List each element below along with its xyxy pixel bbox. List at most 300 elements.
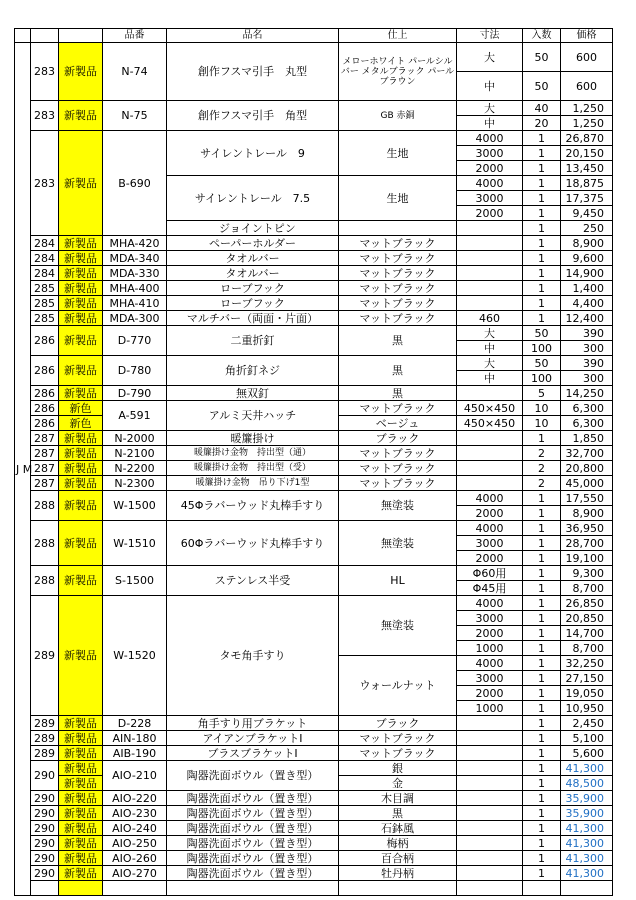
code-cell: D-228 <box>103 716 167 731</box>
price-cell: 41,300 <box>561 866 613 881</box>
dim-cell: 3000 <box>457 611 523 626</box>
tag-cell: 新製品 <box>59 476 103 491</box>
qty-cell: 1 <box>523 206 561 221</box>
tag-cell: 新製品 <box>59 521 103 566</box>
price-cell: 10,950 <box>561 701 613 716</box>
price-cell: 8,900 <box>561 236 613 251</box>
table-row <box>15 251 613 266</box>
name-cell: ステンレス半受 <box>167 566 339 596</box>
dim-cell: 中 <box>457 341 523 356</box>
qty-cell: 1 <box>523 506 561 521</box>
name-cell: 45Φラバーウッド丸棒手すり <box>167 491 339 521</box>
page-cell: 288 <box>31 491 59 521</box>
table-row <box>15 566 613 581</box>
page-cell: 286 <box>31 326 59 356</box>
price-cell: 5,600 <box>561 746 613 761</box>
finish-cell: 木目調 <box>339 791 457 806</box>
qty-cell: 1 <box>523 281 561 296</box>
tag-cell: 新製品 <box>59 311 103 326</box>
dim-cell <box>457 221 523 236</box>
code-cell: MDA-300 <box>103 311 167 326</box>
dim-cell <box>457 716 523 731</box>
price-cell: 35,900 <box>561 791 613 806</box>
page-cell: 290 <box>31 806 59 821</box>
finish-cell: 梅柄 <box>339 836 457 851</box>
qty-cell: 50 <box>523 72 561 101</box>
tag-cell: 新製品 <box>59 101 103 131</box>
dim-cell: 460 <box>457 311 523 326</box>
dim-cell: 1000 <box>457 641 523 656</box>
price-cell: 2,450 <box>561 716 613 731</box>
table-row <box>15 401 613 416</box>
price-cell: 18,875 <box>561 176 613 191</box>
code-cell: W-1500 <box>103 491 167 521</box>
finish-cell: ウォールナット <box>339 656 457 716</box>
table-row <box>15 43 613 72</box>
tag-cell: 新製品 <box>59 386 103 401</box>
price-cell: 390 <box>561 326 613 341</box>
table-row <box>15 491 613 506</box>
code-cell: MHA-400 <box>103 281 167 296</box>
table-row <box>15 311 613 326</box>
price-cell: 600 <box>561 43 613 72</box>
name-cell: 60Φラバーウッド丸棒手すり <box>167 521 339 566</box>
finish-cell: 黒 <box>339 386 457 401</box>
qty-cell: 1 <box>523 311 561 326</box>
table-row <box>15 266 613 281</box>
code-cell: S-1500 <box>103 566 167 596</box>
dim-cell <box>457 236 523 251</box>
finish-cell: マットブラック <box>339 281 457 296</box>
finish-cell: マットブラック <box>339 236 457 251</box>
finish-cell: マットブラック <box>339 311 457 326</box>
price-cell: 20,800 <box>561 461 613 476</box>
tag-cell: 新製品 <box>59 491 103 521</box>
finish-cell: 黒 <box>339 806 457 821</box>
qty-cell: 10 <box>523 401 561 416</box>
table-row <box>15 236 613 251</box>
finish-cell: マットブラック <box>339 731 457 746</box>
finish-cell: 金 <box>339 776 457 791</box>
qty-cell <box>523 881 561 896</box>
tag-cell: 新製品 <box>59 776 103 791</box>
tag-cell: 新色 <box>59 401 103 416</box>
qty-cell: 1 <box>523 761 561 776</box>
price-cell: 8,700 <box>561 641 613 656</box>
header-hinban: 品番 <box>103 29 167 43</box>
qty-cell: 1 <box>523 296 561 311</box>
finish-cell: 黒 <box>339 356 457 386</box>
tag-cell: 新製品 <box>59 251 103 266</box>
tag-cell: 新製品 <box>59 851 103 866</box>
code-cell: MHA-410 <box>103 296 167 311</box>
page-cell: 290 <box>31 866 59 881</box>
finish-cell: HL <box>339 566 457 596</box>
finish-cell: マットブラック <box>339 461 457 476</box>
tag-cell: 新製品 <box>59 761 103 776</box>
qty-cell: 10 <box>523 416 561 431</box>
dim-cell <box>457 776 523 791</box>
finish-cell: 石鉢風 <box>339 821 457 836</box>
price-cell: 300 <box>561 371 613 386</box>
page-cell: 289 <box>31 716 59 731</box>
tag-cell: 新製品 <box>59 281 103 296</box>
page-cell: 284 <box>31 236 59 251</box>
price-cell: 14,900 <box>561 266 613 281</box>
qty-cell: 1 <box>523 656 561 671</box>
page-cell: 289 <box>31 731 59 746</box>
qty-cell: 100 <box>523 341 561 356</box>
dim-cell: 中 <box>457 72 523 101</box>
dim-cell: 大 <box>457 326 523 341</box>
name-cell: タモ角手すり <box>167 596 339 716</box>
price-cell <box>561 881 613 896</box>
finish-cell: 百合柄 <box>339 851 457 866</box>
finish-cell: マットブラック <box>339 476 457 491</box>
price-cell: 17,375 <box>561 191 613 206</box>
dim-cell: 4000 <box>457 596 523 611</box>
code-cell: AIN-180 <box>103 731 167 746</box>
finish-cell: 黒 <box>339 326 457 356</box>
dim-cell <box>457 386 523 401</box>
table-row <box>15 296 613 311</box>
qty-cell: 2 <box>523 461 561 476</box>
code-cell: MDA-340 <box>103 251 167 266</box>
page-cell: 288 <box>31 566 59 596</box>
qty-cell: 1 <box>523 821 561 836</box>
code-cell: AIB-190 <box>103 746 167 761</box>
price-cell: 17,550 <box>561 491 613 506</box>
page-cell: 285 <box>31 281 59 296</box>
page-cell: 283 <box>31 131 59 236</box>
dim-cell <box>457 746 523 761</box>
tag-cell: 新製品 <box>59 596 103 716</box>
tag-cell: 新製品 <box>59 356 103 386</box>
price-table <box>14 28 613 896</box>
name-cell: マルチバー（両面・片面） <box>167 311 339 326</box>
finish-cell <box>339 221 457 236</box>
price-cell: 6,300 <box>561 416 613 431</box>
dim-cell <box>457 866 523 881</box>
dim-cell <box>457 281 523 296</box>
dim-cell <box>457 791 523 806</box>
header-row <box>15 29 613 43</box>
price-cell: 250 <box>561 221 613 236</box>
price-cell: 1,250 <box>561 116 613 131</box>
name-cell: 角折釘ネジ <box>167 356 339 386</box>
dim-cell: 4000 <box>457 521 523 536</box>
qty-cell: 1 <box>523 866 561 881</box>
dim-cell <box>457 251 523 266</box>
code-cell: D-780 <box>103 356 167 386</box>
dim-cell: 大 <box>457 43 523 72</box>
name-cell: サイレントレール 7.5 <box>167 176 339 221</box>
finish-cell: 無塗装 <box>339 491 457 521</box>
dim-cell <box>457 851 523 866</box>
table-row <box>15 521 613 536</box>
price-cell: 41,300 <box>561 836 613 851</box>
finish-cell: マットブラック <box>339 401 457 416</box>
code-cell: B-690 <box>103 131 167 236</box>
table-row <box>15 746 613 761</box>
side-label: J M <box>15 43 31 896</box>
header-shiage: 仕上 <box>339 29 457 43</box>
qty-cell: 40 <box>523 101 561 116</box>
dim-cell: 3000 <box>457 536 523 551</box>
code-cell: W-1510 <box>103 521 167 566</box>
header-hinmei: 品名 <box>167 29 339 43</box>
page-cell: 284 <box>31 251 59 266</box>
qty-cell: 1 <box>523 746 561 761</box>
tag-cell: 新製品 <box>59 326 103 356</box>
name-cell: 暖簾掛け金物 持出型（通） <box>167 446 339 461</box>
qty-cell: 1 <box>523 266 561 281</box>
name-cell: 陶器洗面ボウル（置き型） <box>167 836 339 851</box>
name-cell: 陶器洗面ボウル（置き型） <box>167 866 339 881</box>
qty-cell: 20 <box>523 116 561 131</box>
price-cell: 1,400 <box>561 281 613 296</box>
table-row <box>15 431 613 446</box>
qty-cell: 50 <box>523 43 561 72</box>
dim-cell: 大 <box>457 101 523 116</box>
qty-cell: 2 <box>523 446 561 461</box>
header-tag <box>59 29 103 43</box>
dim-cell: 大 <box>457 356 523 371</box>
dim-cell: 4000 <box>457 176 523 191</box>
price-cell: 6,300 <box>561 401 613 416</box>
price-cell: 9,600 <box>561 251 613 266</box>
price-cell: 45,000 <box>561 476 613 491</box>
name-cell <box>167 881 339 896</box>
qty-cell: 1 <box>523 851 561 866</box>
price-cell: 32,250 <box>561 656 613 671</box>
tag-cell: 新製品 <box>59 716 103 731</box>
dim-cell <box>457 296 523 311</box>
table-row <box>15 446 613 461</box>
qty-cell: 2 <box>523 476 561 491</box>
page-cell: 287 <box>31 446 59 461</box>
tag-cell: 新製品 <box>59 806 103 821</box>
price-cell: 36,950 <box>561 521 613 536</box>
finish-cell: 無塗装 <box>339 596 457 656</box>
code-cell: N-2300 <box>103 476 167 491</box>
qty-cell: 1 <box>523 131 561 146</box>
name-cell: ジョイントピン <box>167 221 339 236</box>
price-cell: 600 <box>561 72 613 101</box>
dim-cell: 2000 <box>457 206 523 221</box>
dim-cell: 450×450 <box>457 416 523 431</box>
page-cell: 283 <box>31 101 59 131</box>
header-irisu: 入数 <box>523 29 561 43</box>
finish-cell: 銀 <box>339 761 457 776</box>
qty-cell: 1 <box>523 716 561 731</box>
table-row <box>15 761 613 776</box>
name-cell: ペーパーホルダー <box>167 236 339 251</box>
code-cell: AIO-250 <box>103 836 167 851</box>
table-row <box>15 356 613 371</box>
qty-cell: 50 <box>523 326 561 341</box>
finish-cell: ブラック <box>339 431 457 446</box>
name-cell: 角手すり用ブラケット <box>167 716 339 731</box>
page-cell: 285 <box>31 296 59 311</box>
header-page <box>31 29 59 43</box>
dim-cell: 450×450 <box>457 401 523 416</box>
tag-cell: 新製品 <box>59 236 103 251</box>
table-row <box>15 881 613 896</box>
price-cell: 20,850 <box>561 611 613 626</box>
price-cell: 27,150 <box>561 671 613 686</box>
qty-cell: 1 <box>523 491 561 506</box>
dim-cell: 3000 <box>457 671 523 686</box>
dim-cell <box>457 731 523 746</box>
name-cell: 暖簾掛け <box>167 431 339 446</box>
tag-cell: 新製品 <box>59 446 103 461</box>
price-cell: 13,450 <box>561 161 613 176</box>
qty-cell: 1 <box>523 731 561 746</box>
page-cell: 286 <box>31 356 59 386</box>
dim-cell <box>457 821 523 836</box>
name-cell: 陶器洗面ボウル（置き型） <box>167 791 339 806</box>
page-cell <box>31 881 59 896</box>
qty-cell: 1 <box>523 776 561 791</box>
price-cell: 300 <box>561 341 613 356</box>
qty-cell: 1 <box>523 626 561 641</box>
tag-cell: 新製品 <box>59 821 103 836</box>
tag-cell: 新製品 <box>59 836 103 851</box>
tag-cell: 新製品 <box>59 461 103 476</box>
qty-cell: 1 <box>523 611 561 626</box>
finish-cell: 牡丹柄 <box>339 866 457 881</box>
page-cell: 283 <box>31 43 59 101</box>
name-cell: 陶器洗面ボウル（置き型） <box>167 761 339 791</box>
dim-cell <box>457 266 523 281</box>
tag-cell <box>59 881 103 896</box>
code-cell: AIO-260 <box>103 851 167 866</box>
table-row <box>15 461 613 476</box>
qty-cell: 1 <box>523 551 561 566</box>
page-cell: 285 <box>31 311 59 326</box>
qty-cell: 1 <box>523 686 561 701</box>
code-cell: D-770 <box>103 326 167 356</box>
table-row <box>15 821 613 836</box>
price-cell: 32,700 <box>561 446 613 461</box>
qty-cell: 1 <box>523 791 561 806</box>
dim-cell <box>457 431 523 446</box>
price-cell: 19,050 <box>561 686 613 701</box>
page-cell: 287 <box>31 476 59 491</box>
code-cell: N-2200 <box>103 461 167 476</box>
table-row <box>15 806 613 821</box>
page-cell: 290 <box>31 821 59 836</box>
finish-cell: 生地 <box>339 131 457 176</box>
qty-cell: 1 <box>523 536 561 551</box>
dim-cell: 中 <box>457 371 523 386</box>
code-cell: MHA-420 <box>103 236 167 251</box>
name-cell: 陶器洗面ボウル（置き型） <box>167 821 339 836</box>
finish-cell: GB 赤銅 <box>339 101 457 131</box>
dim-cell: 2000 <box>457 626 523 641</box>
finish-cell: ベージュ <box>339 416 457 431</box>
name-cell: 創作フスマ引手 丸型 <box>167 43 339 101</box>
finish-cell: 生地 <box>339 176 457 221</box>
dim-cell <box>457 761 523 776</box>
dim-cell: 1000 <box>457 701 523 716</box>
page-cell: 288 <box>31 521 59 566</box>
table-row <box>15 716 613 731</box>
code-cell: D-790 <box>103 386 167 401</box>
dim-cell: 2000 <box>457 506 523 521</box>
dim-cell: Φ45用 <box>457 581 523 596</box>
name-cell: アルミ天井ハッチ <box>167 401 339 431</box>
qty-cell: 1 <box>523 581 561 596</box>
price-cell: 9,450 <box>561 206 613 221</box>
page-cell: 286 <box>31 386 59 401</box>
price-cell: 1,850 <box>561 431 613 446</box>
code-cell: AIO-240 <box>103 821 167 836</box>
name-cell: 創作フスマ引手 角型 <box>167 101 339 131</box>
page-cell: 289 <box>31 746 59 761</box>
table-row <box>15 281 613 296</box>
finish-cell: マットブラック <box>339 296 457 311</box>
page-cell: 290 <box>31 791 59 806</box>
tag-cell: 新製品 <box>59 791 103 806</box>
qty-cell: 1 <box>523 566 561 581</box>
code-cell: N-75 <box>103 101 167 131</box>
header-kakaku: 価格 <box>561 29 613 43</box>
page-cell: 289 <box>31 596 59 716</box>
dim-cell: 3000 <box>457 146 523 161</box>
name-cell: 暖簾掛け金物 持出型（受） <box>167 461 339 476</box>
qty-cell: 1 <box>523 596 561 611</box>
code-cell: AIO-210 <box>103 761 167 791</box>
finish-cell: 無塗装 <box>339 521 457 566</box>
code-cell: N-74 <box>103 43 167 101</box>
qty-cell: 1 <box>523 521 561 536</box>
price-cell: 41,300 <box>561 761 613 776</box>
qty-cell: 1 <box>523 221 561 236</box>
price-cell: 12,400 <box>561 311 613 326</box>
dim-cell: 2000 <box>457 686 523 701</box>
finish-cell: メローホワイト パールシルバー メタルブラック パールブラウン <box>339 43 457 101</box>
price-cell: 26,870 <box>561 131 613 146</box>
name-cell: ブラスブラケットⅠ <box>167 746 339 761</box>
page-cell: 290 <box>31 836 59 851</box>
page-cell: 286 <box>31 416 59 431</box>
qty-cell: 1 <box>523 146 561 161</box>
code-cell: AIO-220 <box>103 791 167 806</box>
qty-cell: 1 <box>523 191 561 206</box>
name-cell: 二重折釘 <box>167 326 339 356</box>
table-row <box>15 326 613 341</box>
qty-cell: 1 <box>523 431 561 446</box>
tag-cell: 新色 <box>59 416 103 431</box>
name-cell: 陶器洗面ボウル（置き型） <box>167 851 339 866</box>
table-row <box>15 791 613 806</box>
dim-cell: 4000 <box>457 131 523 146</box>
dim-cell <box>457 836 523 851</box>
code-cell: AIO-270 <box>103 866 167 881</box>
name-cell: サイレントレール 9 <box>167 131 339 176</box>
page-cell: 284 <box>31 266 59 281</box>
tag-cell: 新製品 <box>59 731 103 746</box>
finish-cell <box>339 881 457 896</box>
finish-cell: マットブラック <box>339 251 457 266</box>
tag-cell: 新製品 <box>59 296 103 311</box>
page-cell: 287 <box>31 461 59 476</box>
page-cell: 290 <box>31 761 59 791</box>
price-cell: 1,250 <box>561 101 613 116</box>
dim-cell <box>457 446 523 461</box>
